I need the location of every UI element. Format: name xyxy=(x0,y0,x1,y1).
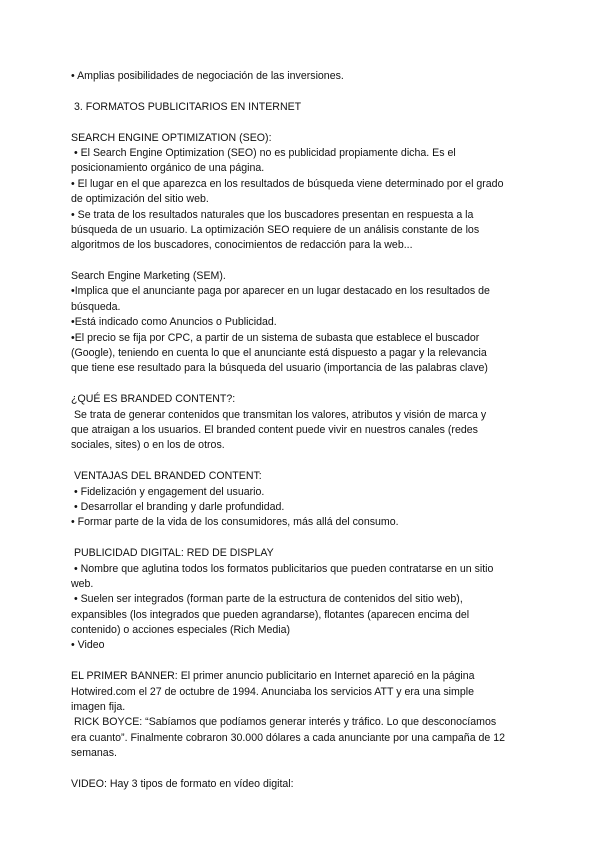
text-line: imagen fija. xyxy=(71,701,126,714)
text-line: ¿QUÉ ES BRANDED CONTENT?: xyxy=(71,393,236,406)
document-body xyxy=(71,69,531,792)
text-line: algoritmos de los buscadores, conocimientos de redacción para la web... xyxy=(71,239,413,252)
text-line: • Formar parte de la vida de los consumidores, más allá del consumo. xyxy=(71,516,399,529)
text-line: web. xyxy=(71,577,94,590)
text-line: sociales, sites) o en los de otros. xyxy=(71,439,225,452)
ventajas-section xyxy=(71,469,531,531)
paragraph-gap xyxy=(71,115,531,130)
display-section xyxy=(71,546,531,654)
text-line: SEARCH ENGINE OPTIMIZATION (SEO): xyxy=(71,131,272,144)
text-line: • Amplias posibilidades de negociación de las inversiones. xyxy=(71,70,344,82)
paragraph-gap xyxy=(71,254,531,269)
text-line: posicionamiento orgánico de una página. xyxy=(71,162,265,175)
text-line: VIDEO: Hay 3 tipos de formato en vídeo digital: xyxy=(71,777,294,790)
text-line: • Nombre que aglutina todos los formatos publicitarios que pueden contratarse en un sitio xyxy=(71,562,494,575)
text-line: RICK BOYCE: “Sabíamos que podíamos generar interés y tráfico. Lo que desconocíamos xyxy=(71,716,497,729)
text-line: era cuanto”. Finalmente cobraron 30.000 dólares a cada anunciante por una campaña de 12 xyxy=(71,731,506,744)
text-line: que atraigan a los usuarios. El branded content puede vivir en nuestros canales (redes xyxy=(71,423,478,436)
text-line: semanas. xyxy=(71,747,117,760)
text-line: contenido) o acciones especiales (Rich Media) xyxy=(71,624,291,637)
paragraph-gap xyxy=(71,762,531,777)
banner-section xyxy=(71,669,531,761)
text-line: • El Search Engine Optimization (SEO) no es publicidad propiamente dicha. Es el xyxy=(71,146,456,159)
text-line: (Google), teniendo en cuenta lo que el anunciante está dispuesto a pagar y la relevancia xyxy=(71,347,487,360)
paragraph-gap xyxy=(71,654,531,669)
text-line: búsqueda. xyxy=(71,300,121,313)
text-line: expansibles (los integrados que pueden agrandarse), flotantes (aparecen encima del xyxy=(71,608,470,621)
text-line: VENTAJAS DEL BRANDED CONTENT: xyxy=(71,470,262,483)
sem-section xyxy=(71,269,531,377)
paragraph-gap xyxy=(71,377,531,392)
text-line: • Se trata de los resultados naturales que los buscadores presentan en respuesta a la xyxy=(71,208,474,221)
text-line: Se trata de generar contenidos que transmitan los valores, atributos y visión de marca y xyxy=(71,408,487,421)
text-line: • Suelen ser integrados (forman parte de la estructura de contenidos del sitio web), xyxy=(71,593,463,606)
paragraph-gap xyxy=(71,531,531,546)
text-line: de optimización del sitio web. xyxy=(71,193,209,206)
seo-section xyxy=(71,131,531,254)
text-line: Hotwired.com el 27 de octubre de 1994. Anunciaba los servicios ATT y era una simple xyxy=(71,685,474,698)
text-line: • Fidelización y engagement del usuario. xyxy=(71,485,265,498)
text-line: • Desarrollar el branding y darle profundidad. xyxy=(71,500,285,513)
text-line: Search Engine Marketing (SEM). xyxy=(71,270,226,283)
text-line: • Video xyxy=(71,639,105,652)
text-line: • El lugar en el que aparezca en los resultados de búsqueda viene determinado por el grado xyxy=(71,177,504,190)
paragraph-gap xyxy=(71,84,531,99)
text-line: que tiene ese resultado para la búsqueda del usuario (importancia de las palabras clave) xyxy=(71,362,488,375)
paragraph-gap xyxy=(71,454,531,469)
text-line: •Está indicado como Anuncios o Publicidad. xyxy=(71,316,277,329)
branded-content-section xyxy=(71,392,531,454)
text-line: •Implica que el anunciante paga por aparecer en un lugar destacado en los resultados de xyxy=(71,285,490,298)
text-line: PUBLICIDAD DIGITAL: RED DE DISPLAY xyxy=(71,547,274,560)
text-line: búsqueda de un usuario. La optimización SEO requiere de un análisis constante de los xyxy=(71,223,480,236)
text-line: 3. FORMATOS PUBLICITARIOS EN INTERNET xyxy=(71,100,302,113)
text-line: EL PRIMER BANNER: El primer anuncio publicitario en Internet apareció en la página xyxy=(71,670,475,683)
text-line: •El precio se fija por CPC, a partir de un sistema de subasta que establece el buscador xyxy=(71,331,480,344)
intro-bullet xyxy=(71,69,531,84)
video-section xyxy=(71,777,531,792)
section-heading-formatos xyxy=(71,100,531,115)
